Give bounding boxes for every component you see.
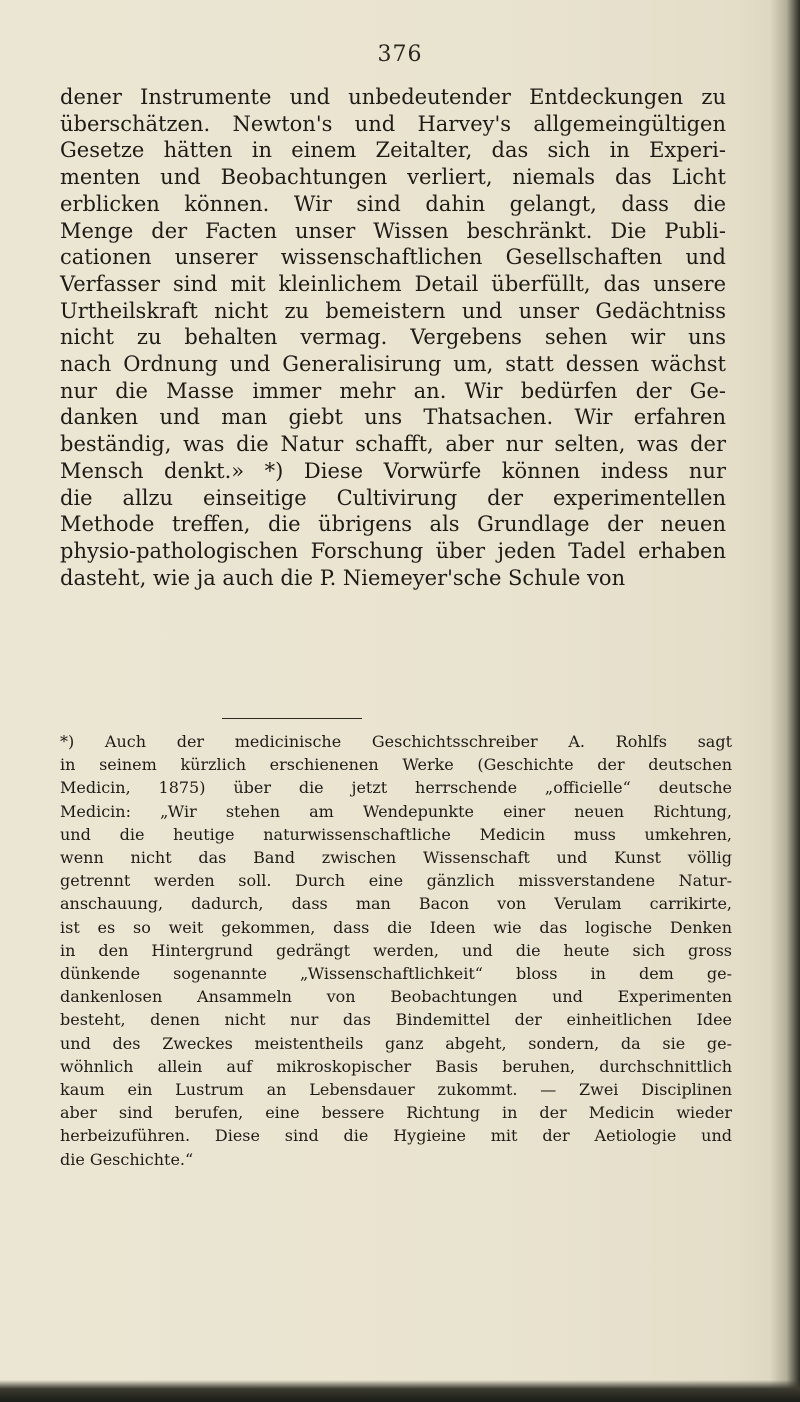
text-line: die allzu einseitige Cultivirung der experimentellen <box>60 485 726 510</box>
text-line: Urtheilskraft nicht zu bemeistern und unser Gedächtniss <box>60 298 726 323</box>
text-line: danken und man giebt uns Thatsachen. Wir erfahren <box>60 405 726 430</box>
footnote-line: wenn nicht das Band zwischen Wissenschaft und Kunst völlig <box>60 848 732 868</box>
footnote-line: besteht, denen nicht nur das Bindemittel der einheitlichen Idee <box>60 1010 732 1030</box>
footnote-separator <box>222 718 362 719</box>
text-line: Methode treffen, die übrigens als Grundlage der neuen <box>60 512 726 537</box>
text-line: cationen unserer wissenschaftlichen Gesellschaften und <box>60 245 726 270</box>
footnote <box>60 730 732 1171</box>
footnote-line: ist es so weit gekommen, dass die Ideen wie das logische Denken <box>60 917 732 937</box>
page-number: 376 <box>377 42 423 67</box>
main-text <box>60 84 726 591</box>
footnote-line: herbeizuführen. Diese sind die Hygieine mit der Aetiologie und <box>60 1126 732 1146</box>
footnote-line: kaum ein Lustrum an Lebensdauer zukommt. — Zwei Disciplinen <box>60 1080 732 1100</box>
footnote-line: anschauung, dadurch, dass man Bacon von Verulam carrikirte, <box>60 894 732 914</box>
footnote-line: in seinem kürzlich erschienenen Werke (Geschichte der deutschen <box>60 755 732 775</box>
text-line: Menge der Facten unser Wissen beschränkt. Die Publi- <box>60 218 726 243</box>
text-line: beständig, was die Natur schafft, aber nur selten, was der <box>60 432 726 457</box>
text-line: dasteht, wie ja auch die P. Niemeyer'sche Schule von <box>60 565 626 590</box>
footnote-line: Medicin, 1875) über die jetzt herrschende „officielle“ deutsche <box>60 778 732 798</box>
text-line: dener Instrumente und unbedeutender Entdeckungen zu <box>60 85 726 109</box>
footnote-line: Medicin: „Wir stehen am Wendepunkte einer neuen Richtung, <box>60 801 732 821</box>
footnote-line: dankenlosen Ansammeln von Beobachtungen und Experimenten <box>60 987 732 1007</box>
text-line: menten und Beobachtungen verliert, niemals das Licht <box>60 165 726 190</box>
text-line: Gesetze hätten in einem Zeitalter, das sich in Experi- <box>60 138 726 163</box>
text-line: nicht zu behalten vermag. Vergebens sehen wir uns <box>60 325 726 350</box>
text-line: überschätzen. Newton's und Harvey's allgemeingültigen <box>60 111 726 136</box>
footnote-line: getrennt werden soll. Durch eine gänzlich missverstandene Natur- <box>60 871 732 891</box>
text-line: Mensch denkt.» *) Diese Vorwürfe können indess nur <box>60 458 726 483</box>
text-line: physio-pathologischen Forschung über jeden Tadel erhaben <box>60 538 726 563</box>
footnote-line: wöhnlich allein auf mikroskopischer Basis beruhen, durchschnittlich <box>60 1056 732 1076</box>
page-edge-shadow <box>770 0 800 1402</box>
footnote-line: dünkende sogenannte „Wissenschaftlichkeit“ bloss in dem ge- <box>60 964 732 984</box>
text-line: erblicken können. Wir sind dahin gelangt, dass die <box>60 191 726 216</box>
footnote-line: in den Hintergrund gedrängt werden, und die heute sich gross <box>60 940 732 960</box>
footnote-line: aber sind berufen, eine bessere Richtung in der Medicin wieder <box>60 1103 732 1123</box>
text-line: nach Ordnung und Generalisirung um, statt dessen wächst <box>60 352 726 377</box>
footnote-line: *) Auch der medicinische Geschichtsschreiber A. Rohlfs sagt <box>60 732 732 751</box>
page-bottom-shadow <box>0 1380 800 1402</box>
text-line: Verfasser sind mit kleinlichem Detail überfüllt, das unsere <box>60 271 726 296</box>
footnote-line: und des Zweckes meistentheils ganz abgeht, sondern, da sie ge- <box>60 1033 732 1053</box>
footnote-line: die Geschichte.“ <box>60 1149 194 1169</box>
text-line: nur die Masse immer mehr an. Wir bedürfen der Ge- <box>60 378 726 403</box>
footnote-line: und die heutige naturwissenschaftliche Medicin muss umkehren, <box>60 824 732 844</box>
